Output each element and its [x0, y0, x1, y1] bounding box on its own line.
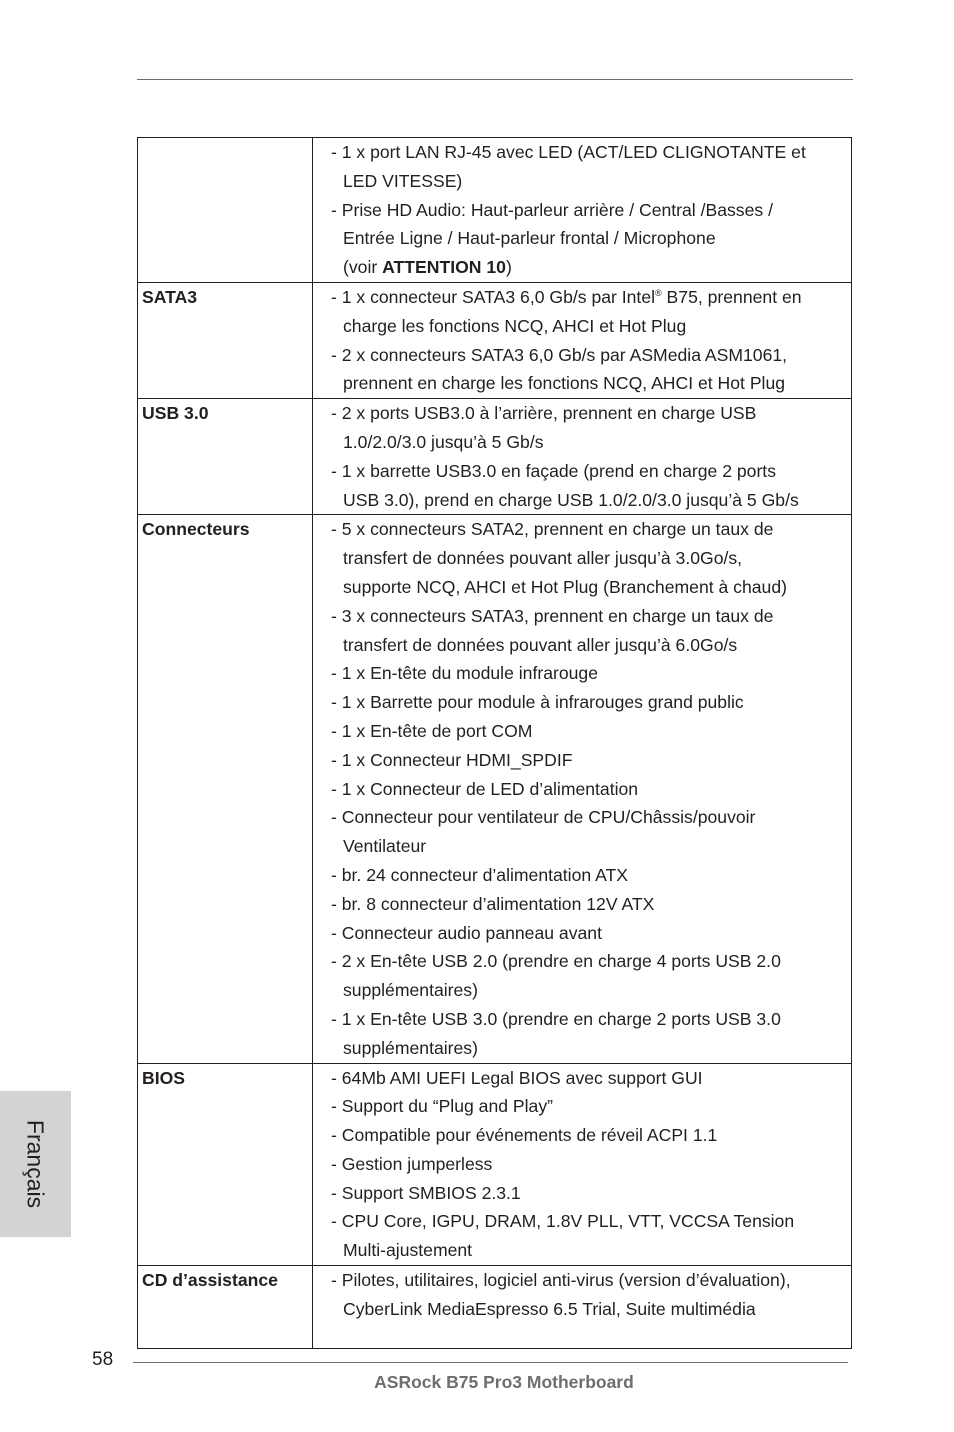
- spec-label: [138, 138, 313, 283]
- spec-label: CD d’assistance: [138, 1266, 313, 1349]
- spec-line: - br. 8 connecteur d’alimentation 12V ATX: [331, 893, 655, 914]
- specification-table: [137, 137, 852, 1349]
- spec-description: [313, 515, 852, 1063]
- spec-description: [313, 1063, 852, 1266]
- spec-line: [331, 253, 849, 282]
- spec-line: supplémentaires): [343, 980, 478, 1001]
- spec-line: - 3 x connecteurs SATA3, prennent en charge un taux de: [331, 605, 774, 626]
- spec-line: Multi-ajustement: [343, 1240, 473, 1261]
- spec-label: USB 3.0: [138, 399, 313, 515]
- spec-line: - CPU Core, IGPU, DRAM, 1.8V PLL, VTT, VCCSA Tension: [331, 1211, 795, 1232]
- spec-label: BIOS: [138, 1063, 313, 1266]
- spec-label: Connecteurs: [138, 515, 313, 1063]
- spec-line: supporte NCQ, AHCI et Hot Plug (Branchement à chaud): [343, 576, 787, 597]
- text-fragment: B75, prennent en: [661, 286, 802, 307]
- table-row: [138, 515, 852, 1063]
- footer-title: ASRock B75 Pro3 Motherboard: [374, 1372, 634, 1392]
- registered-mark: ®: [655, 287, 662, 298]
- spec-line: - Compatible pour événements de réveil ACPI 1.1: [331, 1125, 718, 1146]
- spec-line: - br. 24 connecteur d’alimentation ATX: [331, 864, 628, 885]
- spec-line: - 1 x En-tête du module infrarouge: [331, 663, 598, 684]
- spec-line: Ventilateur: [343, 836, 427, 857]
- spec-line: - 1 x Barrette pour module à infrarouges grand public: [331, 692, 744, 713]
- spec-line: - Connecteur audio panneau avant: [331, 922, 602, 943]
- spec-line: - 1 x port LAN RJ-45 avec LED (ACT/LED CLIGNOTANTE et: [331, 142, 806, 162]
- spec-description: [313, 282, 852, 398]
- spec-line: - Pilotes, utilitaires, logiciel anti-virus (version d’évaluation),: [331, 1270, 791, 1291]
- language-side-tab: [0, 1091, 71, 1237]
- attention-reference: ATTENTION 10: [382, 257, 506, 278]
- spec-description: [313, 138, 852, 283]
- spec-line: - 5 x connecteurs SATA2, prennent en charge un taux de: [331, 519, 774, 540]
- spec-line: transfert de données pouvant aller jusqu’à 3.0Go/s,: [343, 548, 743, 569]
- table-row: [138, 399, 852, 515]
- spec-label: SATA3: [138, 282, 313, 398]
- spec-line: LED VITESSE): [343, 170, 463, 191]
- page-number: 58: [92, 1349, 114, 1370]
- spec-line: - Support du “Plug and Play”: [331, 1096, 554, 1117]
- text-fragment: ): [505, 257, 512, 278]
- spec-description: [313, 1266, 852, 1349]
- spec-line: USB 3.0), prend en charge USB 1.0/2.0/3.0 jusqu’à 5 Gb/s: [343, 489, 799, 510]
- spec-line: - Connecteur pour ventilateur de CPU/Châssis/pouvoir: [331, 807, 756, 828]
- table-row: [138, 1063, 852, 1266]
- spec-line: - 1 x Connecteur de LED d’alimentation: [331, 778, 639, 799]
- text-fragment: - 1 x connecteur SATA3 6,0 Gb/s par Intel: [331, 286, 656, 307]
- spec-description: [313, 399, 852, 515]
- spec-line: [331, 283, 849, 312]
- table-row: [138, 1266, 852, 1349]
- spec-line: - 2 x connecteurs SATA3 6,0 Gb/s par ASMedia ASM1061,: [331, 344, 788, 365]
- table-row: [138, 282, 852, 398]
- spec-line: - 1 x barrette USB3.0 en façade (prend en charge 2 ports: [331, 460, 776, 481]
- spec-line: - 2 x En-tête USB 2.0 (prendre en charge 4 ports USB 2.0: [331, 951, 781, 972]
- spec-line: - 2 x ports USB3.0 à l’arrière, prennent en charge USB: [331, 403, 757, 424]
- spec-line: - 64Mb AMI UEFI Legal BIOS avec support GUI: [331, 1067, 703, 1088]
- spec-line: transfert de données pouvant aller jusqu’à 6.0Go/s: [343, 634, 738, 655]
- spec-line: - Gestion jumperless: [331, 1153, 493, 1174]
- spec-line: 1.0/2.0/3.0 jusqu’à 5 Gb/s: [343, 431, 544, 452]
- spec-line: Entrée Ligne / Haut-parleur frontal / Microphone: [343, 228, 716, 249]
- spec-line: - 1 x En-tête USB 3.0 (prendre en charge 2 ports USB 3.0: [331, 1008, 781, 1029]
- footer-rule: [133, 1362, 848, 1363]
- spec-line: - 1 x Connecteur HDMI_SPDIF: [331, 749, 573, 770]
- spec-line: charge les fonctions NCQ, AHCI et Hot Plug: [343, 315, 687, 336]
- spec-line: - Prise HD Audio: Haut-parleur arrière / Central /Basses /: [331, 199, 773, 220]
- language-label: Français: [22, 1119, 49, 1209]
- spec-line: supplémentaires): [343, 1037, 478, 1058]
- spec-line: - 1 x En-tête de port COM: [331, 720, 533, 741]
- spec-line: CyberLink MediaEspresso 6.5 Trial, Suite multimédia: [343, 1298, 756, 1319]
- text-fragment: (voir: [343, 257, 383, 278]
- spec-line: prennent en charge les fonctions NCQ, AHCI et Hot Plug: [343, 373, 786, 394]
- spec-line: - Support SMBIOS 2.3.1: [331, 1182, 521, 1203]
- table-row: [138, 138, 852, 283]
- header-rule: [137, 79, 853, 80]
